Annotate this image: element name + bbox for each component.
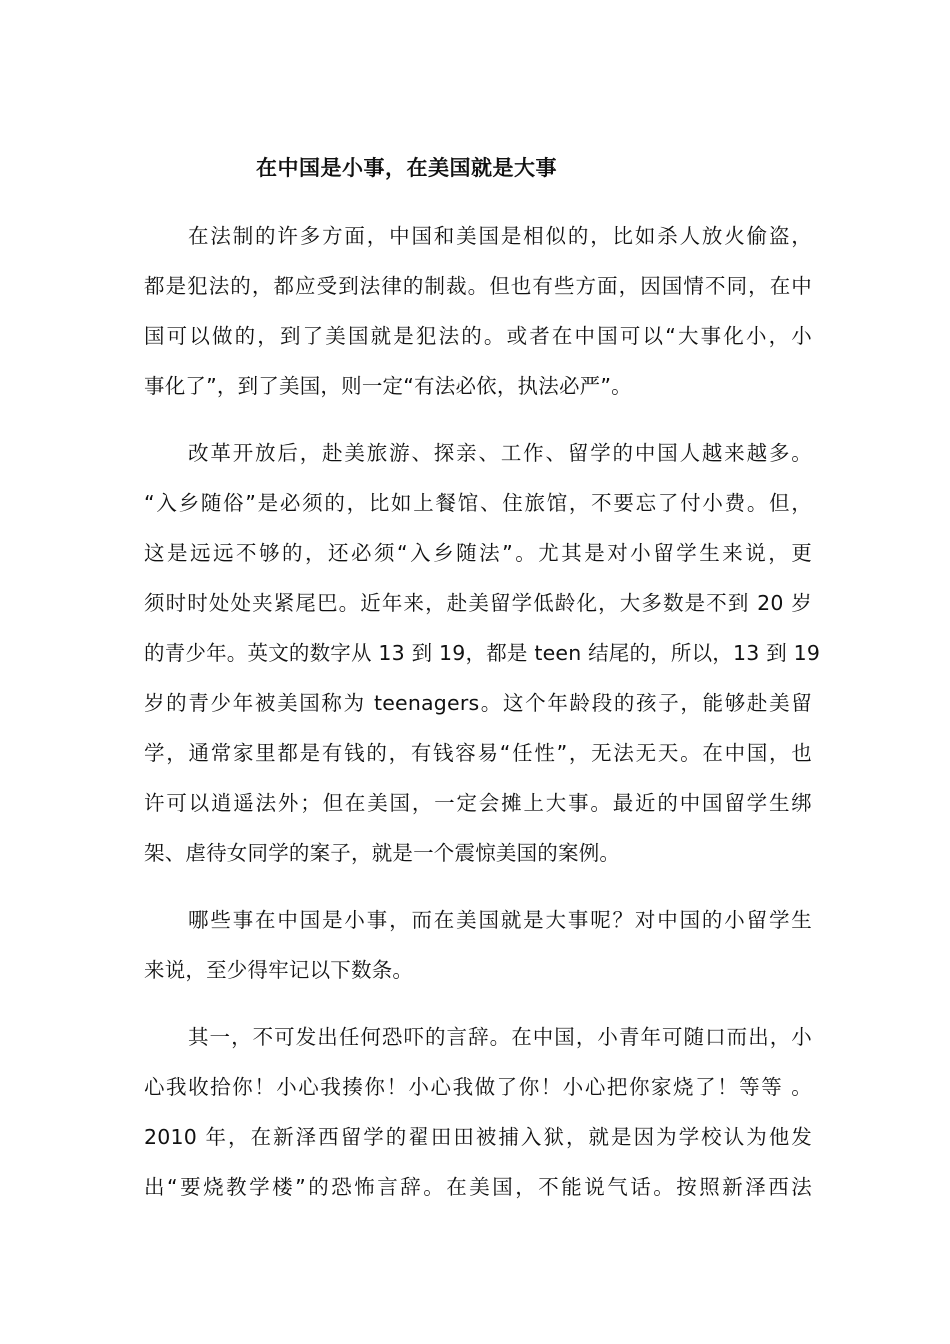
paragraph-line: 其一，不可发出任何恐吓的言辞。在中国，小青年可随口而出，小	[188, 1025, 812, 1049]
paragraph-line: 2010 年，在新泽西留学的翟田田被捕入狱，就是因为学校认为他发	[144, 1125, 812, 1149]
paragraph-line: 心我收拾你！小心我揍你！小心我做了你！小心把你家烧了！等等 。	[144, 1075, 812, 1099]
paragraph-4	[144, 1012, 812, 1212]
paragraph-line: 这是远远不够的，还必须“入乡随法”。尤其是对小留学生来说，更	[144, 541, 812, 565]
paragraph-line: 都是犯法的，都应受到法律的制裁。但也有些方面，因国情不同，在中	[144, 274, 812, 298]
document-title: 在中国是小事，在美国就是大事	[256, 156, 557, 180]
paragraph-1	[144, 211, 812, 411]
paragraph-line: 的青少年。英文的数字从 13 到 19，都是 teen 结尾的，所以，13 到 19	[144, 641, 821, 665]
paragraph-line: 事化了”，到了美国，则一定“有法必依，执法必严”。	[144, 374, 632, 398]
paragraph-2	[144, 428, 821, 878]
paragraph-line: 须时时处处夹紧尾巴。近年来，赴美留学低龄化，大多数是不到 20 岁	[144, 591, 812, 615]
paragraph-line: “入乡随俗”是必须的，比如上餐馆、住旅馆，不要忘了付小费。但，	[144, 491, 812, 515]
paragraph-line: 国可以做的，到了美国就是犯法的。或者在中国可以“大事化小，小	[144, 324, 812, 348]
paragraph-line: 出“要烧教学楼”的恐怖言辞。在美国，不能说气话。按照新泽西法	[144, 1175, 812, 1199]
paragraph-line: 架、虐待女同学的案子，就是一个震惊美国的案例。	[144, 841, 621, 865]
paragraph-line: 哪些事在中国是小事，而在美国就是大事呢？对中国的小留学生	[188, 908, 812, 932]
paragraph-line: 学，通常家里都是有钱的，有钱容易“任性”，无法无天。在中国，也	[144, 741, 812, 765]
paragraph-line: 改革开放后，赴美旅游、探亲、工作、留学的中国人越来越多。	[188, 441, 812, 465]
paragraph-line: 在法制的许多方面，中国和美国是相似的，比如杀人放火偷盗，	[188, 224, 812, 248]
paragraph-line: 来说，至少得牢记以下数条。	[144, 958, 414, 982]
paragraph-line: 岁的青少年被美国称为 teenagers。这个年龄段的孩子，能够赴美留	[144, 691, 812, 715]
paragraph-3	[144, 895, 812, 995]
paragraph-line: 许可以逍遥法外；但在美国，一定会摊上大事。最近的中国留学生绑	[144, 791, 812, 815]
